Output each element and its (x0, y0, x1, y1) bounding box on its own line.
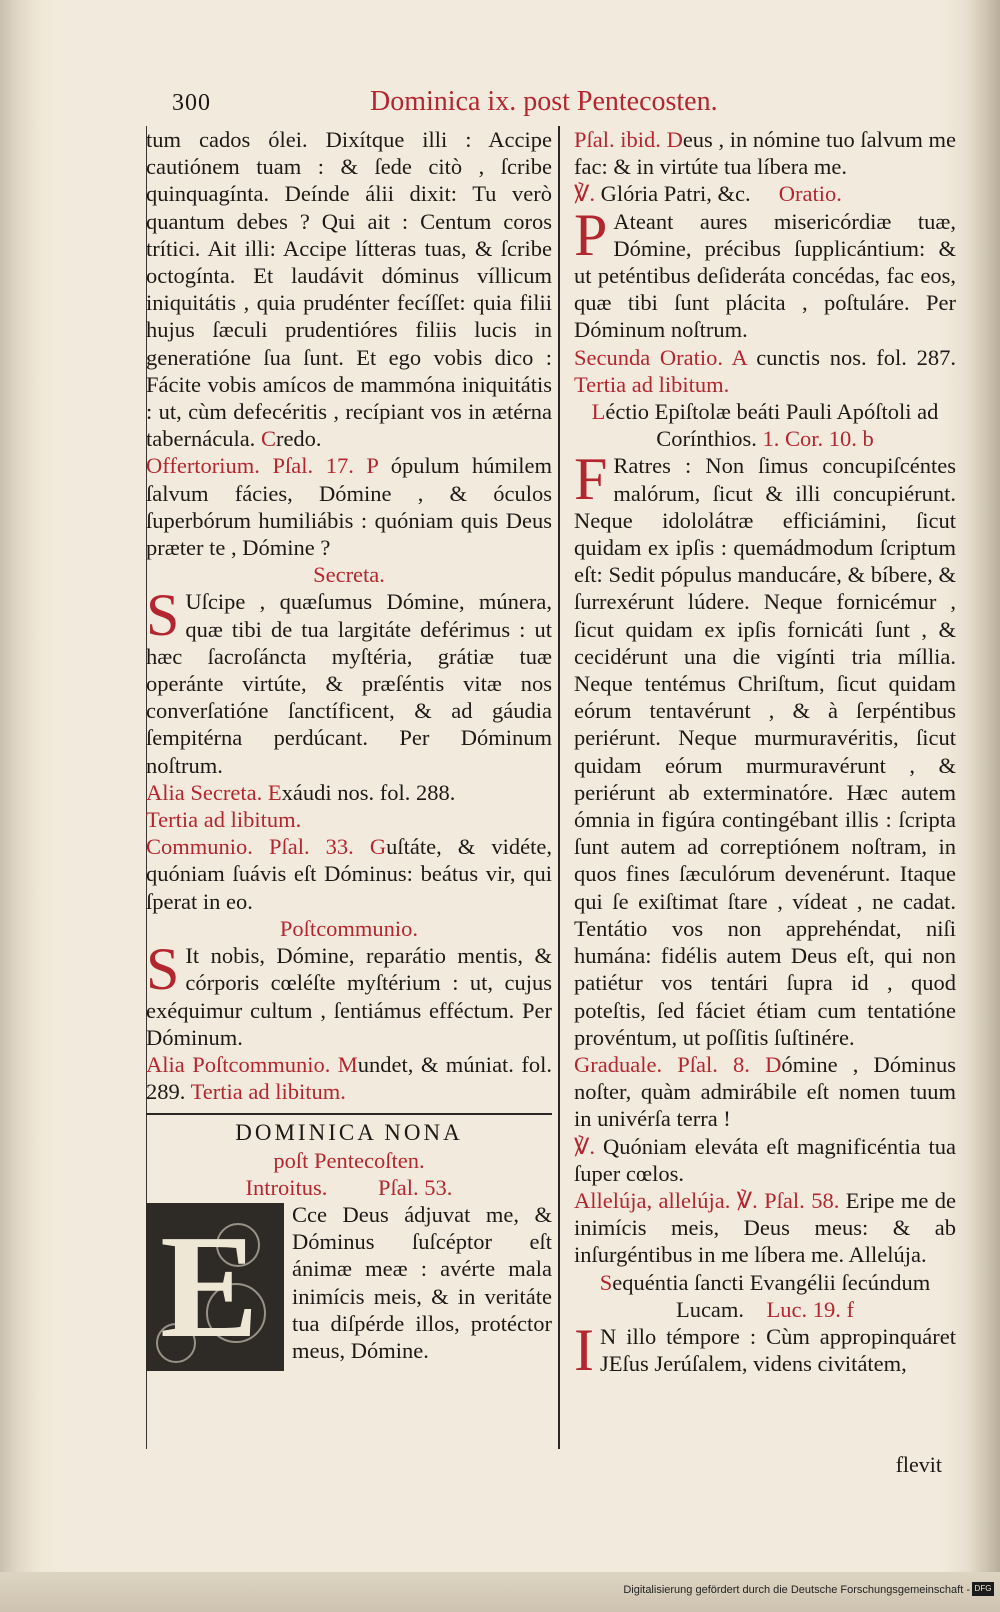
oratio (574, 201, 956, 344)
oratio-text: Ateant aures misericórdiæ tuæ, Dómine, précibus ſupplicántium: & ut peténtibus deſideráta concédas, fac eos, quæ tibi ſunt plácita , poſtuláre. Per Dóminum noſtrum. (574, 208, 956, 343)
postcommunio-dropcap: S (146, 936, 180, 1003)
offertorium (146, 452, 552, 561)
right-column (566, 126, 956, 1449)
psalm-ibid-initial: D (666, 127, 683, 152)
postcommunio-text: It nobis, Dómine, reparátio mentis, & córporis cœléſte myſtérium : ut, cujus exéquimur cultum , ſentiámus efféctum. Per Dóminum. (146, 943, 552, 1050)
credo-initial: C (260, 426, 276, 452)
section-rule (146, 1113, 552, 1115)
graduale-text: ómine , Dóminus noſter, quàm admirábile eſt nomen tuum in univérſa terra ! (574, 1051, 956, 1132)
postcommunio-heading: Poſtcommunio. (279, 915, 419, 941)
lectio-reference: 1. Cor. 10. b (762, 426, 874, 452)
tertia-ad-libitum-2: Tertia ad libitum. (190, 1079, 346, 1105)
secunda-oratio (574, 344, 956, 398)
gloria-text: Glória Patri, &c. (600, 181, 751, 207)
epistle-text: Ratres : Non ſimus concupiſcéntes malórum, ſicut & illi concupiérunt. Neque idololátræ efficiámini, ſicut quidam ex ipſis : quemádmodum ſcriptum eſt: Sedit pópulus manducáre, & bíbere, & ſurrexérunt lúdere. Neque fornicémur , ſicut quidam ex ipſis fornicáti ſunt , & cecidérunt una die vigínti tria míllia. Neque tentémus Chriſtum, ſicut quidam eórum tentavérunt , & à ſerpéntibus periérunt. Neque murmuravéritis, ſicut quidam eórum murmuravérunt , & periérunt ab exterminatóre. Hæc autem ómnia in figúra contingébant illis : ſcripta ſunt autem ad correptiónem noſtram, in quos fines ſæculórum devenérunt. Itaque qui ſe exiſtimat ſtare , vídeat , ne cadat. Tentátio vos non apprehéndat, niſi humána: fidélis autem Deus eſt, qui non patiétur vos tentári ſupra id , quod poteſtis, ſed fáciet étiam cum tentatióne provéntum, ut poſſitis ſuſtinére. (574, 453, 956, 1050)
alleluia-label: Allelúja, allelúja. (574, 1187, 731, 1213)
alia-secreta-text: xáudi nos. fol. 288. (281, 779, 456, 805)
offertorium-label: Offertorium. Pſal. 17. (146, 453, 354, 479)
versicle-icon: ℣. (574, 181, 596, 207)
postcommunio (146, 936, 552, 1051)
secunda-oratio-label: Secunda Oratio. (574, 344, 724, 370)
alia-secreta-initial: E (267, 779, 282, 805)
alleluia (574, 1187, 956, 1269)
digitization-credit: Digitalisierung gefördert durch die Deutsche Forschungsgemeinschaft - (623, 1584, 970, 1596)
left-column (146, 126, 558, 1449)
alleluia-psalm: ℣. Pſal. 58. (736, 1187, 840, 1213)
tertia-ad-libitum-1: Tertia ad libitum. (146, 807, 302, 833)
credo-text: redo. (275, 426, 322, 452)
psalm-ibid (574, 126, 956, 180)
lectio-initial: L (591, 399, 606, 425)
oratio-label: Oratio. (778, 181, 842, 207)
gloria-line (574, 180, 956, 207)
dominica-subtitle: poſt Pentecoſten. (273, 1147, 425, 1173)
introitus-label: Introitus. (245, 1174, 328, 1200)
epistle-dropcap: F (574, 446, 608, 513)
epistle (574, 446, 956, 1050)
lucam-reference: Luc. 19. f (766, 1296, 855, 1322)
secreta-dropcap: S (146, 582, 180, 649)
running-title: Dominica ix. post Pentecosten. (370, 86, 718, 117)
psalm-ibid-text: eus , in nómine tuo ſalvum me fac: & in virtúte tua líbera me. (574, 127, 956, 180)
graduale-versicle (574, 1133, 956, 1187)
secreta-heading: Secreta. (313, 562, 385, 588)
dfg-logo-icon: DFG (972, 1582, 994, 1596)
alia-postcommunio-label: Alia Poſtcommunio. (146, 1051, 331, 1077)
introitus-heading (146, 1174, 552, 1201)
secunda-oratio-initial: A (731, 344, 747, 370)
alia-postcommunio-text: undet, & múniat. fol. 289. (146, 1051, 552, 1105)
lucam-text: Lucam. (675, 1296, 745, 1322)
offertorium-initial: P (366, 453, 379, 479)
versicle-icon: ℣. (574, 1133, 596, 1159)
introitus-text: Cce Deus ádjuvat me, & Dóminus ſuſcéptor eſt ánimæ meæ : avérte mala inimícis meis, & in veritáte tua diſpérde illos, protéctor meus, Dómine. (292, 1201, 552, 1363)
introitus-psalm: Pſal. 53. (378, 1174, 453, 1200)
gospel-dropcap: I (574, 1316, 594, 1383)
alia-postcommunio (146, 1051, 552, 1105)
lucam-line (574, 1296, 956, 1323)
graduale-initial: D (765, 1051, 782, 1077)
catchword: flevit (895, 1452, 942, 1477)
graduale (574, 1051, 956, 1133)
dominica-title: DOMINICA NONA (235, 1120, 463, 1146)
gospel (574, 1316, 956, 1383)
offertorium-text: ópulum húmilem ſalvum fácies, Dómine , & óculos ſuperbórum humiliábis : quóniam quis Deus præter te , Dómine ? (146, 453, 553, 561)
woodcut-ornament (216, 1223, 260, 1267)
psalm-ibid-label: Pſal. ibid. (574, 127, 661, 152)
secreta (146, 582, 552, 778)
alleluia-text: Eripe me de inimícis meis, Deus meus: & ab inſurgéntibus in me líbera me. Allelúja. (574, 1187, 956, 1268)
communio-initial: G (369, 834, 387, 860)
gospel-continuation: tum cados ólei. Dixítque illi : Accipe cautiónem tuam : & ſede citò , ſcribe quinquagínta. Deínde álii dixit: Tu verò quantum debes ? Qui ait : Centum coros trítici. Ait illi: Accipe lítteras tuas, & ſcribe octogínta. Et laudávit dóminus víllicum iniquitátis , quia prudénter fecíſſet: quia filii hujus ſæculi prudentióres filiis lucis in generatióne ſua ſunt. Et ego vobis dico : Fácite vobis amícos de mammóna iniquitátis : ut, cùm defecéritis , recípiant vos in ætérna tabernácula. Credo. (146, 127, 552, 452)
graduale-label: Graduale. Pſal. 8. (574, 1051, 750, 1077)
secreta-text: Uſcipe , quæſumus Dómine, múnera, quæ tibi de tua largitáte deférimus : ut hæc ſacroſáncta myſtéria, grátiæ tuæ operánte virtúte, & præſéntis vitæ nos converſatióne ſanctíficent, & ad gáudia ſempitérna perdúcant. Per Dóminum noſtrum. (146, 589, 552, 778)
communio-text: uſtáte, & vidéte, quóniam ſuávis eſt Dóminus: beátus vir, qui ſperat in eo. (146, 834, 552, 914)
lectio-text: éctio Epiſtolæ beáti Pauli Apóſtoli ad Corínthios. (605, 399, 939, 452)
woodcut-ornament (156, 1323, 196, 1363)
oratio-dropcap: P (574, 201, 608, 268)
tertia-ad-libitum-3: Tertia ad libitum. (574, 371, 730, 397)
woodcut-initial-letter: E (160, 1204, 259, 1369)
woodcut-initial (146, 1203, 284, 1371)
secunda-oratio-text: cunctis nos. fol. 287. (756, 344, 956, 370)
communio (146, 833, 552, 915)
sequentia-initial: S (599, 1269, 613, 1295)
page-header (140, 84, 955, 118)
lectio (574, 398, 956, 452)
woodcut-ornament (206, 1283, 266, 1343)
communio-label: Communio. Pſal. 33. (146, 834, 354, 860)
alia-postcommunio-initial: M (337, 1051, 358, 1077)
sequentia-text: equéntia ſancti Evangélii ſecúndum (612, 1269, 931, 1295)
column-divider (558, 126, 560, 1449)
graduale-versicle-text: Quóniam eleváta eſt magnificéntia tua ſuper cœlos. (574, 1133, 956, 1186)
page-number: 300 (172, 90, 211, 116)
alia-secreta-label: Alia Secreta. (146, 779, 263, 805)
alia-secreta (146, 779, 552, 806)
gospel-text: N illo témpore : Cùm appropinquáret JEſus Jerúſalem, videns civitátem, (599, 1323, 956, 1377)
introitus (146, 1201, 552, 1369)
sequentia (574, 1269, 956, 1296)
